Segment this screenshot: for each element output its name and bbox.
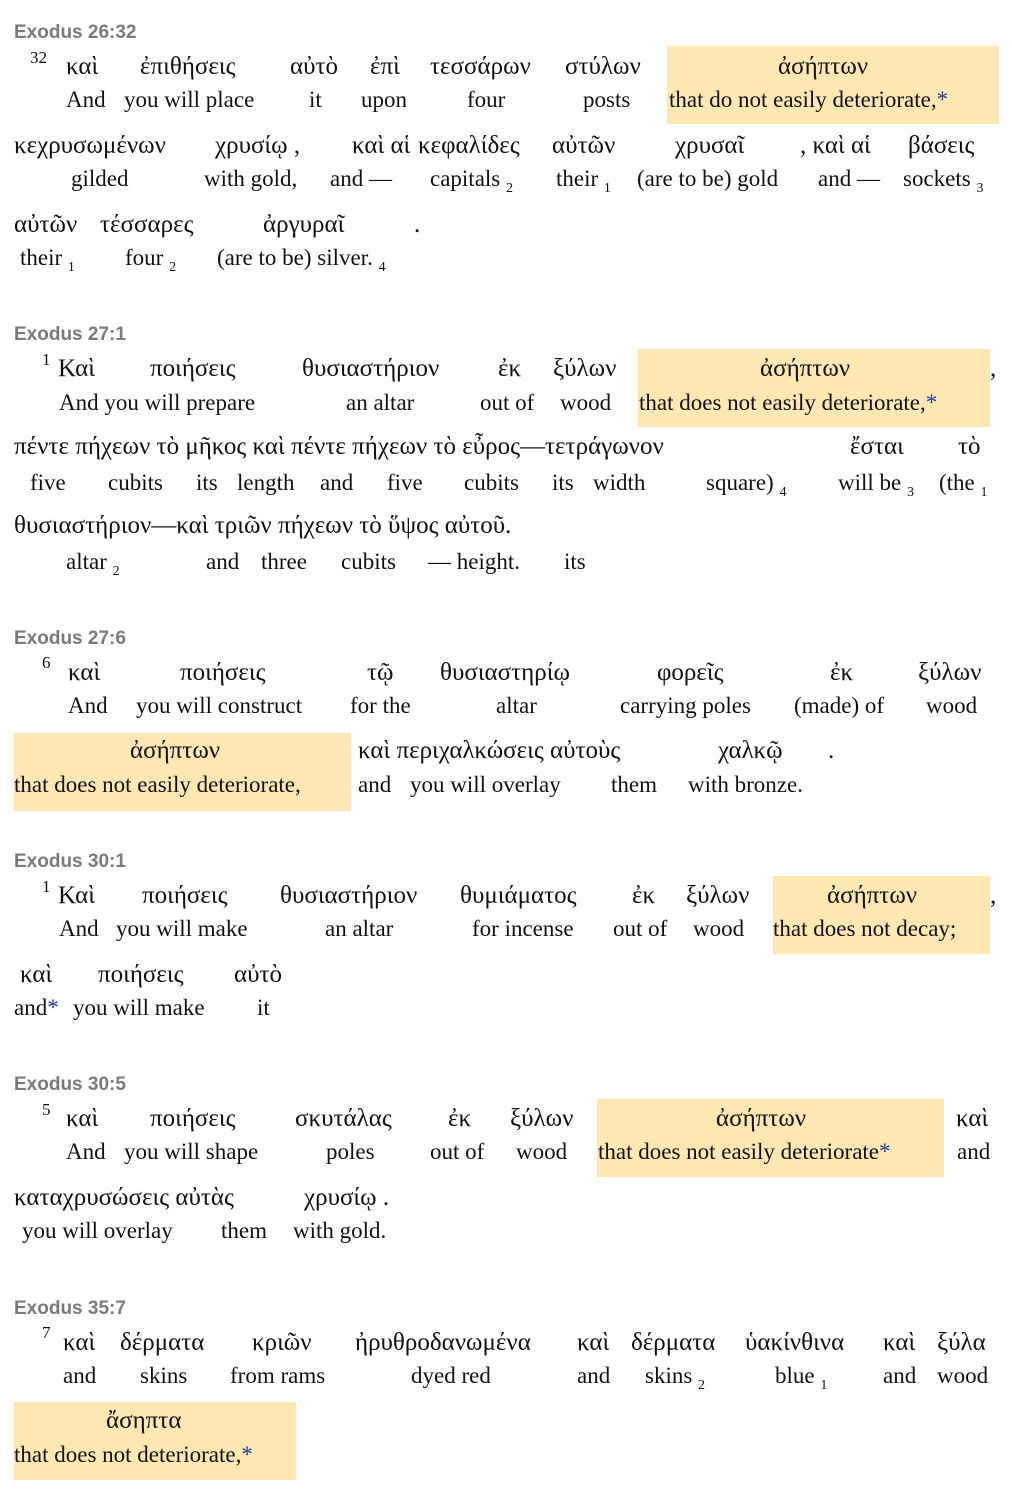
greek-word: ἐπιθήσεις (140, 53, 236, 80)
english-word (598, 1140, 891, 1163)
english-word (669, 88, 948, 111)
greek-word: χρυσίῳ , (215, 132, 301, 159)
greek-word: ἀσήπτων (778, 53, 869, 80)
english-word: posts (583, 87, 631, 112)
greek-word: καὶ (577, 1329, 610, 1356)
word-order-index: 3 (907, 485, 914, 500)
greek-word: δέρματα (120, 1329, 205, 1356)
greek-word: ὑακίνθινα (745, 1329, 845, 1356)
greek-word: , καὶ αἱ (800, 132, 871, 159)
english-word: and (957, 1139, 991, 1164)
english-word-text: (are to be) silver. (217, 245, 373, 270)
english-word: wood (937, 1363, 989, 1388)
english-word-text: altar (66, 549, 107, 574)
english-word-text: blue (775, 1363, 815, 1388)
greek-word: ποιήσεις (98, 961, 184, 988)
english-word-text: that do not easily deteriorate, (669, 87, 937, 112)
passage-reference: Exodus 26:32 (14, 22, 137, 43)
english-word: and (63, 1363, 97, 1388)
english-word: five (30, 470, 66, 495)
english-word-text: their (556, 166, 599, 191)
english-word: it (309, 87, 322, 112)
word-order-index: 2 (112, 564, 120, 579)
english-word: them (611, 772, 657, 797)
passage-reference: Exodus 30:5 (14, 1074, 126, 1095)
english-word: that does not easily deteriorate, (14, 772, 301, 797)
greek-word: ἀσήπτων (716, 1105, 807, 1132)
english-word: you will place (124, 87, 255, 112)
english-word: five (387, 470, 423, 495)
english-word-text: their (20, 245, 63, 270)
greek-word: ἀσήπτων (760, 355, 851, 382)
greek-word: ποιήσεις (142, 882, 228, 909)
english-word: And (66, 87, 106, 112)
word-order-index: 2 (506, 181, 513, 196)
greek-word: ἀργυραῖ (263, 211, 345, 238)
english-word: you will shape (124, 1139, 259, 1164)
footnote-marker[interactable]: * (879, 1139, 891, 1164)
greek-word: χρυσίῳ . (304, 1184, 390, 1211)
greek-word: τῷ (367, 659, 394, 686)
english-word: width (593, 470, 646, 495)
english-word: them (221, 1218, 267, 1243)
greek-word: χαλκῷ (718, 737, 783, 764)
greek-word: κριῶν (252, 1329, 312, 1356)
word-order-index: 3 (976, 181, 984, 196)
english-word: you will make (73, 995, 205, 1020)
greek-word: ξύλων (686, 882, 750, 909)
greek-word: ποιήσεις (150, 1105, 236, 1132)
english-word: its (564, 549, 586, 574)
english-word-text: sockets (903, 166, 971, 191)
english-word-text: capitals (430, 166, 501, 191)
footnote-marker[interactable]: * (47, 995, 59, 1020)
english-word: that does not decay; (773, 916, 957, 941)
english-word: it (257, 995, 270, 1020)
greek-word: ἐκ (830, 659, 854, 686)
english-word: And (68, 693, 108, 718)
greek-word: σκυτάλας (295, 1105, 392, 1132)
english-word (838, 471, 914, 500)
english-word-text: skins (645, 1363, 693, 1388)
footnote-marker[interactable]: * (925, 390, 938, 415)
english-word (775, 1364, 827, 1393)
english-word: carrying poles (620, 693, 751, 718)
greek-word: θυσιαστηρίῳ (440, 659, 570, 686)
greek-word: αὐτῶν (14, 211, 78, 238)
english-word: and (206, 549, 240, 574)
english-word: and — (818, 166, 880, 191)
english-word: out of (613, 916, 668, 941)
english-word: you will overlay (22, 1218, 173, 1243)
verse-number: 6 (42, 653, 51, 672)
greek-word: ἄσηπτα (106, 1407, 182, 1434)
english-word (66, 550, 120, 579)
greek-word: ἐκ (448, 1105, 472, 1132)
english-word (125, 246, 176, 275)
word-order-index: 2 (698, 1378, 706, 1393)
greek-word: ἐκ (632, 882, 656, 909)
english-word: from rams (230, 1363, 326, 1388)
greek-word: στύλων (565, 53, 641, 80)
greek-word: , (990, 882, 997, 909)
english-word: (made) of (794, 693, 885, 718)
english-word: four (467, 87, 506, 112)
english-word: cubits (464, 470, 519, 495)
greek-word: θυσιαστήριον (302, 355, 440, 382)
english-word: length (237, 470, 295, 495)
greek-word: ποιήσεις (180, 659, 266, 686)
english-word-text: and (14, 995, 48, 1020)
greek-word: Καὶ (58, 882, 95, 909)
passage-reference: Exodus 35:7 (14, 1298, 126, 1319)
english-word: wood (926, 693, 978, 718)
greek-word: ἐπὶ (370, 53, 400, 80)
word-order-index: 1 (67, 260, 75, 275)
greek-word: τεσσάρων (430, 53, 531, 80)
english-word: upon (361, 87, 407, 112)
greek-word: . (414, 211, 421, 238)
greek-word: ἔσται (850, 433, 904, 460)
greek-word: αὐτὸ (290, 53, 339, 80)
english-word: skins (140, 1363, 188, 1388)
english-word-text: that does not deteriorate, (14, 1442, 242, 1467)
greek-word: ἀσήπτων (827, 882, 918, 909)
english-word: wood (516, 1139, 568, 1164)
greek-word: βάσεις (908, 132, 975, 159)
english-word: gilded (71, 166, 129, 191)
english-word: and — (330, 166, 392, 191)
english-word: (are to be) gold (637, 166, 779, 191)
english-word: for the (350, 693, 411, 718)
english-word (639, 391, 937, 414)
greek-word: τέσσαρες (100, 211, 194, 238)
greek-word: Καὶ (58, 355, 95, 382)
greek-word: κεφαλίδες (418, 132, 520, 159)
english-word (556, 167, 611, 196)
passage-reference: Exodus 27:1 (14, 324, 126, 345)
greek-word: καὶ (63, 1329, 96, 1356)
verse-number: 7 (42, 1323, 51, 1342)
english-word (903, 167, 983, 196)
verse-number: 32 (30, 48, 47, 67)
english-word: its (552, 470, 574, 495)
word-order-index: 2 (169, 260, 177, 275)
greek-word: καὶ (883, 1329, 916, 1356)
english-word (20, 246, 75, 275)
english-word (14, 996, 59, 1019)
english-word: and (320, 470, 354, 495)
footnote-marker[interactable]: * (936, 87, 949, 112)
english-word: cubits (108, 470, 163, 495)
english-word: altar (496, 693, 537, 718)
english-word: with gold. (293, 1218, 387, 1243)
english-word: you will make (116, 916, 248, 941)
footnote-marker[interactable]: * (241, 1442, 253, 1467)
greek-word: καὶ (66, 53, 99, 80)
greek-word: θυμιάματος (460, 882, 577, 909)
english-word: an altar (346, 390, 415, 415)
greek-phrase: καὶ περιχαλκώσεις αὐτοὺς (358, 737, 621, 764)
greek-phrase: καταχρυσώσεις αὐτὰς (14, 1184, 234, 1211)
english-word: and (883, 1363, 917, 1388)
english-word: its (196, 470, 218, 495)
english-word: out of (430, 1139, 485, 1164)
english-word: with bronze. (688, 772, 803, 797)
english-word: and (358, 772, 392, 797)
greek-word: κεχρυσωμένων (14, 132, 166, 159)
english-word-text: (the (939, 470, 975, 495)
english-word (217, 246, 386, 275)
greek-word: ἐκ (498, 355, 522, 382)
verse-number: 5 (42, 1100, 51, 1119)
passage-reference: Exodus 27:6 (14, 628, 126, 649)
greek-word: αὐτὸ (234, 961, 283, 988)
english-word: — height. (428, 549, 520, 574)
greek-word: φορεῖς (657, 659, 724, 686)
verse-number: 1 (42, 877, 51, 896)
english-word: And you will prepare (59, 390, 256, 415)
english-word (939, 471, 988, 500)
english-word: dyed red (411, 1363, 491, 1388)
word-order-index: 1 (820, 1378, 828, 1393)
english-word-text: square) (706, 470, 774, 495)
word-order-index: 1 (980, 485, 988, 500)
english-word: you will construct (136, 693, 303, 718)
english-word-text: four (125, 245, 164, 270)
word-order-index: 4 (779, 485, 787, 500)
passage-reference: Exodus 30:1 (14, 851, 126, 872)
greek-word: αὐτῶν (552, 132, 616, 159)
greek-word: καὶ (68, 659, 101, 686)
english-word: three (261, 549, 307, 574)
greek-word: χρυσαῖ (675, 132, 745, 159)
english-word-text: will be (838, 470, 902, 495)
greek-word: ξύλα (937, 1329, 986, 1356)
greek-word: ἠρυθροδανωμένα (355, 1329, 531, 1356)
english-word: an altar (325, 916, 394, 941)
greek-word: καὶ αἱ (352, 132, 411, 159)
english-word (645, 1364, 705, 1393)
english-word: you will overlay (410, 772, 561, 797)
greek-word: καὶ (66, 1105, 99, 1132)
english-word: out of (480, 390, 535, 415)
greek-word: ἀσήπτων (130, 737, 221, 764)
greek-word: καὶ (956, 1105, 989, 1132)
greek-word: ξύλων (918, 659, 982, 686)
english-word: with gold, (204, 166, 298, 191)
english-word-text: that does not easily deteriorate, (639, 390, 926, 415)
verse-number: 1 (42, 350, 51, 369)
greek-phrase: πέντε πήχεων τὸ μῆκος καὶ πέντε πήχεων τὸ εὖρος—τετράγωνον (14, 433, 664, 460)
greek-word: . (828, 737, 835, 764)
english-word: and (577, 1363, 611, 1388)
english-word: wood (560, 390, 612, 415)
greek-word: ποιήσεις (150, 355, 236, 382)
english-word: cubits (341, 549, 396, 574)
english-word-text: that does not easily deteriorate (598, 1139, 880, 1164)
greek-word: δέρματα (631, 1329, 716, 1356)
english-word: wood (693, 916, 745, 941)
english-word (706, 471, 786, 500)
greek-phrase: θυσιαστήριον—καὶ τριῶν πήχεων τὸ ὕψος αὐτοῦ. (14, 512, 512, 539)
greek-word: καὶ (20, 961, 53, 988)
english-word: And (59, 916, 99, 941)
greek-word: , (990, 355, 997, 382)
word-order-index: 1 (603, 181, 611, 196)
greek-word: ξύλων (553, 355, 617, 382)
greek-word: τὸ (958, 433, 981, 460)
english-word: And (66, 1139, 106, 1164)
english-word: for incense (472, 916, 574, 941)
english-word (430, 167, 513, 196)
word-order-index: 4 (378, 260, 386, 275)
greek-word: θυσιαστήριον (280, 882, 418, 909)
english-word: poles (326, 1139, 375, 1164)
english-word (14, 1443, 253, 1466)
greek-word: ξύλων (510, 1105, 574, 1132)
